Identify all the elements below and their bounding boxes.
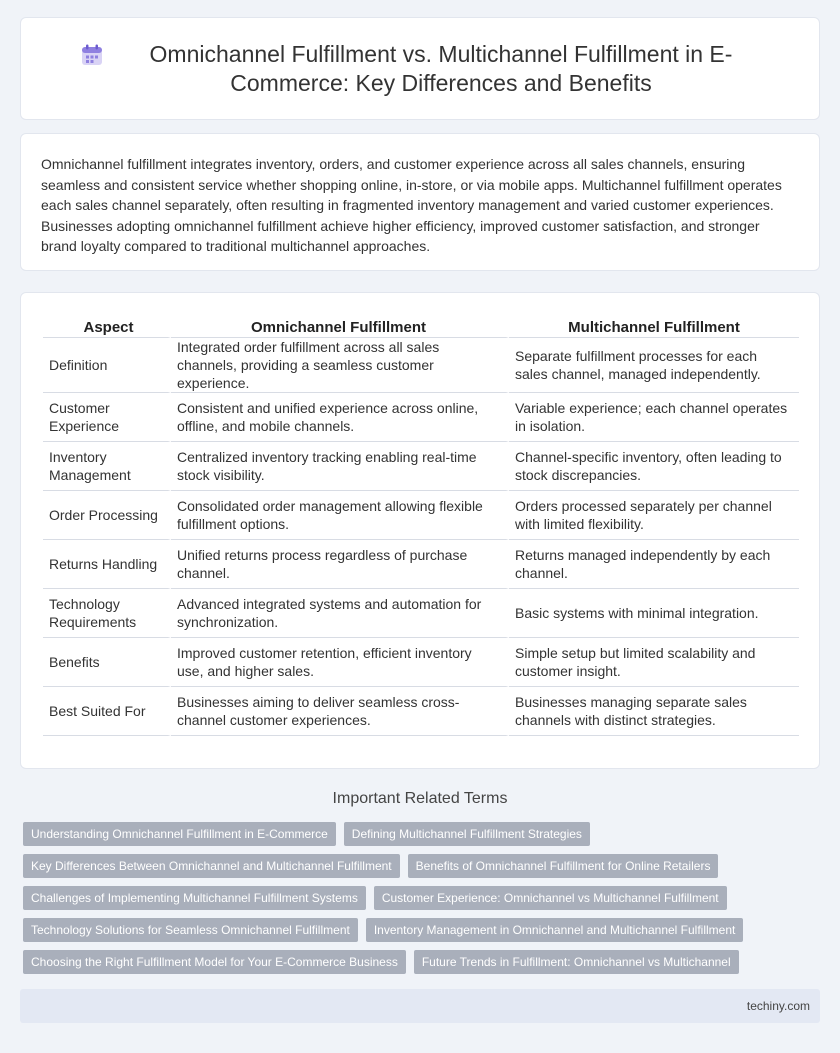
table-row [43, 638, 799, 687]
comparison-card [20, 292, 820, 769]
related-term-tag[interactable]: Benefits of Omnichannel Fulfillment for Online Retailers [408, 854, 719, 878]
cell-multichannel: Businesses managing separate sales channels with distinct strategies. [509, 687, 799, 736]
table-row [43, 491, 799, 540]
table-row [43, 393, 799, 442]
cell-multichannel: Simple setup but limited scalability and customer insight. [509, 638, 799, 687]
related-term-tag[interactable]: Challenges of Implementing Multichannel Fulfillment Systems [23, 886, 366, 910]
table-row [43, 687, 799, 736]
cell-omnichannel: Integrated order fulfillment across all sales channels, providing a seamless customer experience. [171, 338, 509, 393]
cell-omnichannel: Consolidated order management allowing flexible fulfillment options. [171, 491, 509, 540]
cell-aspect: Order Processing [43, 491, 171, 540]
header-omnichannel: Omnichannel Fulfillment [171, 311, 509, 338]
cell-omnichannel: Consistent and unified experience across online, offline, and mobile channels. [171, 393, 509, 442]
related-term-tag[interactable]: Key Differences Between Omnichannel and Multichannel Fulfillment [23, 854, 400, 878]
related-term-tag[interactable]: Future Trends in Fulfillment: Omnichannel vs Multichannel [414, 950, 739, 974]
cell-omnichannel: Unified returns process regardless of purchase channel. [171, 540, 509, 589]
related-terms-title: Important Related Terms [332, 790, 508, 807]
header-multichannel: Multichannel Fulfillment [509, 311, 799, 338]
related-term-tag[interactable]: Defining Multichannel Fulfillment Strategies [344, 822, 590, 846]
page-title: Omnichannel Fulfillment vs. Multichannel Fulfillment in E-Commerce: Key Differences and Benefits [149, 40, 733, 96]
cell-aspect: Technology Requirements [43, 589, 171, 638]
related-term-tag[interactable]: Technology Solutions for Seamless Omnichannel Fulfillment [23, 918, 358, 942]
cell-aspect: Inventory Management [43, 442, 171, 491]
table-header-row [43, 311, 799, 338]
table-row [43, 338, 799, 393]
title-card [20, 17, 820, 120]
title-wrap [80, 40, 760, 98]
cell-aspect: Best Suited For [43, 687, 171, 736]
cell-multichannel: Separate fulfillment processes for each sales channel, managed independently. [509, 338, 799, 393]
cell-multichannel: Channel-specific inventory, often leading to stock discrepancies. [509, 442, 799, 491]
cell-aspect: Returns Handling [43, 540, 171, 589]
related-term-tag[interactable]: Understanding Omnichannel Fulfillment in E-Commerce [23, 822, 336, 846]
comparison-table [43, 311, 799, 736]
table-row [43, 442, 799, 491]
cell-aspect: Customer Experience [43, 393, 171, 442]
footer [20, 989, 820, 1023]
related-term-tag[interactable]: Choosing the Right Fulfillment Model for Your E-Commerce Business [23, 950, 406, 974]
table-row [43, 540, 799, 589]
cell-aspect: Definition [43, 338, 171, 393]
footer-site[interactable]: techiny.com [746, 999, 810, 1013]
header-aspect: Aspect [43, 311, 171, 338]
cell-omnichannel: Improved customer retention, efficient inventory use, and higher sales. [171, 638, 509, 687]
cell-omnichannel: Businesses aiming to deliver seamless cross-channel customer experiences. [171, 687, 509, 736]
cell-aspect: Benefits [43, 638, 171, 687]
intro-card [20, 133, 820, 271]
calendar-icon [80, 43, 104, 67]
intro-paragraph: Omnichannel fulfillment integrates inventory, orders, and customer experience across all sales channels, ensuring seamless and consistent service whether shopping online, in-store, or via mobile apps. Multichannel fulfillment operates each sales channel separately, often resulting in fragmented inventory management and varied customer experiences. Businesses adopting omnichannel fulfillment achieve higher efficiency, improved customer satisfaction, and stronger brand loyalty compared to traditional multichannel approaches. [41, 156, 782, 254]
cell-multichannel: Basic systems with minimal integration. [509, 589, 799, 638]
related-terms-list [23, 822, 823, 974]
related-term-tag[interactable]: Inventory Management in Omnichannel and Multichannel Fulfillment [366, 918, 744, 942]
table-row [43, 589, 799, 638]
cell-multichannel: Returns managed independently by each channel. [509, 540, 799, 589]
related-term-tag[interactable]: Customer Experience: Omnichannel vs Multichannel Fulfillment [374, 886, 727, 910]
cell-multichannel: Variable experience; each channel operates in isolation. [509, 393, 799, 442]
cell-omnichannel: Centralized inventory tracking enabling real-time stock visibility. [171, 442, 509, 491]
cell-omnichannel: Advanced integrated systems and automation for synchronization. [171, 589, 509, 638]
cell-multichannel: Orders processed separately per channel with limited flexibility. [509, 491, 799, 540]
